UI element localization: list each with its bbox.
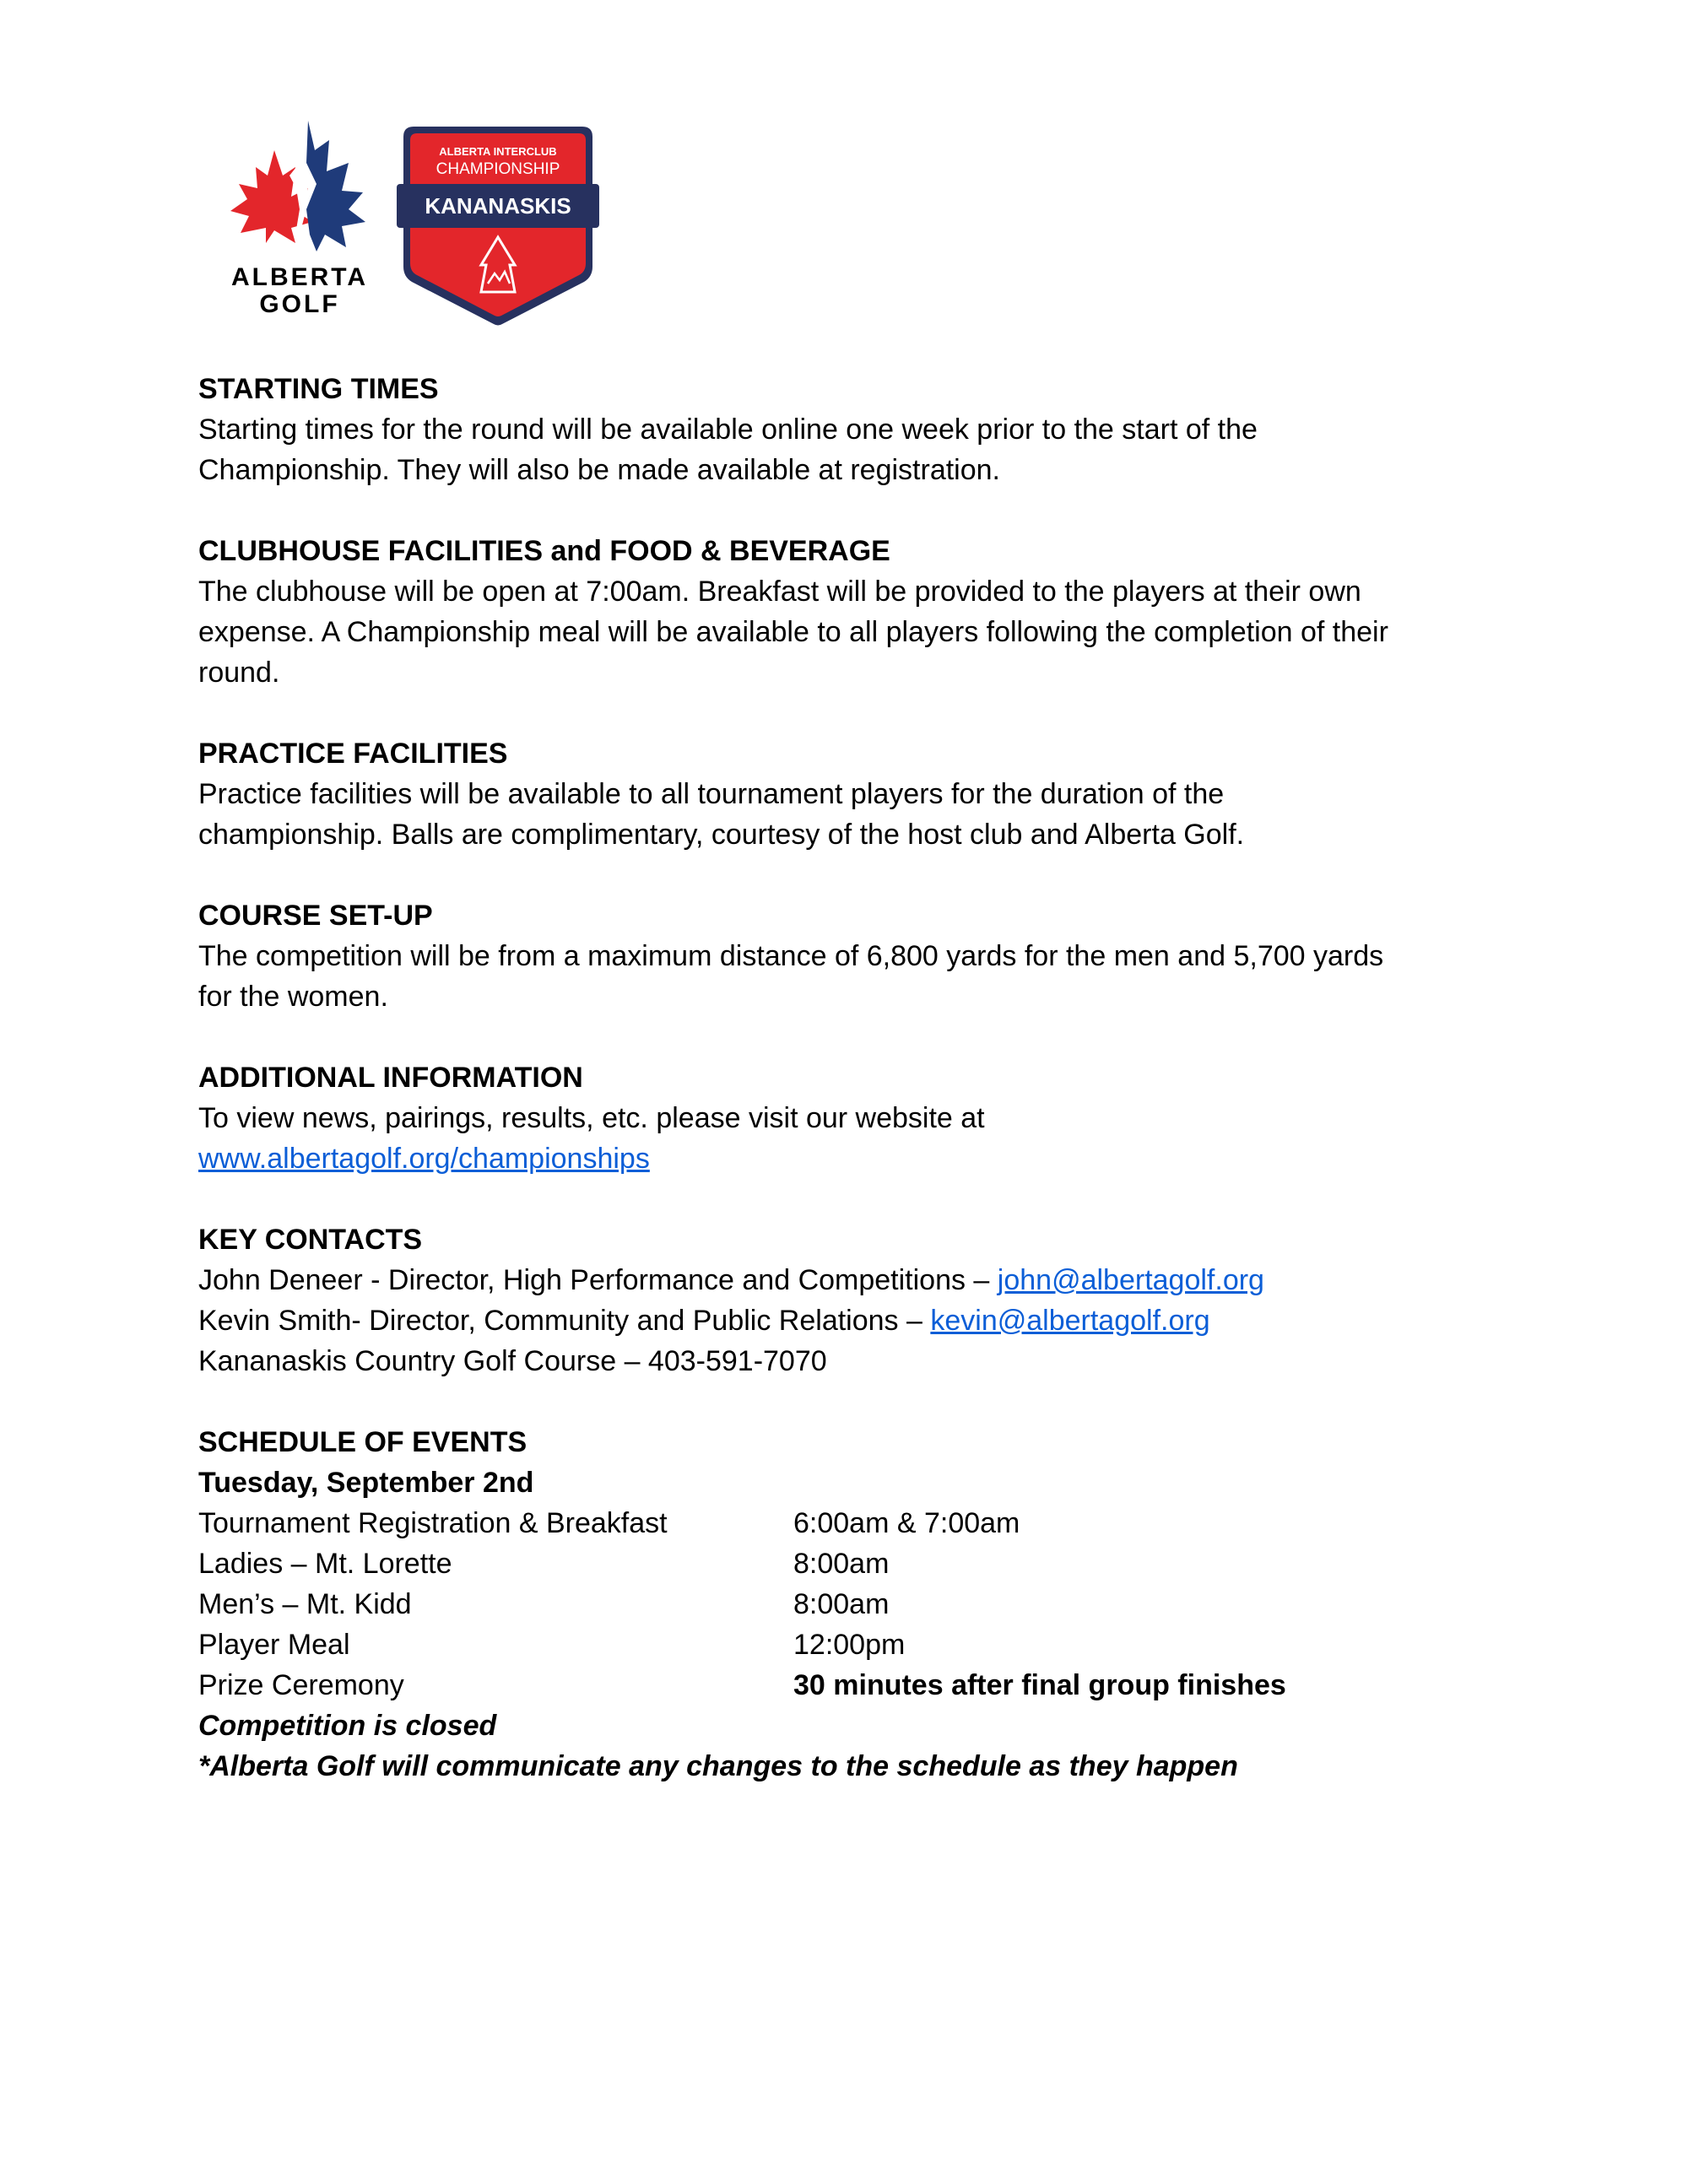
paragraph-line: expense. A Championship meal will be available to all players following the completion of their	[198, 616, 1388, 648]
header-logos	[215, 116, 603, 336]
contact-kevin	[198, 1300, 1515, 1341]
schedule-event: Ladies – Mt. Lorette	[198, 1548, 452, 1580]
contact-text: Kevin Smith- Director, Community and Public Relations –	[198, 1305, 931, 1337]
kevin-email-link[interactable]: kevin@albertagolf.org	[930, 1305, 1210, 1337]
schedule-time: 6:00am & 7:00am	[793, 1507, 1020, 1539]
schedule-row	[198, 1665, 1515, 1706]
badge-mid-text: CHAMPIONSHIP	[436, 160, 560, 178]
badge-top-text: ALBERTA INTERCLUB	[439, 145, 557, 158]
paragraph-line: To view news, pairings, results, etc. please visit our website at	[198, 1102, 985, 1134]
badge-band-text: KANANASKIS	[425, 193, 571, 219]
contact-course: Kananaskis Country Golf Course – 403-591-7070	[198, 1345, 827, 1377]
schedule-event: Men’s – Mt. Kidd	[198, 1588, 412, 1620]
schedule-change-note: *Alberta Golf will communicate any changes to the schedule as they happen	[198, 1750, 1238, 1782]
paragraph-line: for the women.	[198, 981, 388, 1013]
championship-badge-logo	[397, 123, 599, 330]
schedule-row	[198, 1543, 1515, 1584]
schedule-event: Prize Ceremony	[198, 1669, 404, 1701]
paragraph-line: The clubhouse will be open at 7:00am. Breakfast will be provided to the players at their own	[198, 576, 1361, 608]
heading-additional: ADDITIONAL INFORMATION	[198, 1062, 583, 1094]
section-additional	[198, 1057, 1515, 1179]
alberta-golf-logo	[215, 116, 384, 319]
logo-text-line1: ALBERTA	[230, 263, 369, 291]
heading-schedule: SCHEDULE OF EVENTS	[198, 1426, 528, 1458]
schedule-time: 12:00pm	[793, 1629, 906, 1661]
section-practice	[198, 733, 1515, 855]
paragraph-line: round.	[198, 657, 280, 689]
section-schedule	[198, 1422, 1515, 1787]
heading-course: COURSE SET-UP	[198, 900, 433, 932]
schedule-event: Player Meal	[198, 1629, 350, 1661]
paragraph-line: Starting times for the round will be available online one week prior to the start of the	[198, 414, 1258, 446]
website-link[interactable]: www.albertagolf.org/championships	[198, 1143, 650, 1175]
paragraph-line: championship. Balls are complimentary, courtesy of the host club and Alberta Golf.	[198, 819, 1245, 851]
heading-practice: PRACTICE FACILITIES	[198, 738, 508, 770]
schedule-time: 30 minutes after final group finishes	[793, 1669, 1286, 1701]
john-email-link[interactable]: john@albertagolf.org	[997, 1264, 1264, 1296]
link-line	[198, 1138, 1515, 1179]
document-body	[198, 369, 1515, 1827]
schedule-day: Tuesday, September 2nd	[198, 1467, 534, 1499]
heading-contacts: KEY CONTACTS	[198, 1224, 423, 1256]
schedule-row	[198, 1503, 1515, 1543]
maple-leaf-blue-icon	[306, 121, 365, 251]
logo-text-line2: GOLF	[259, 290, 340, 318]
paragraph-line: The competition will be from a maximum distance of 6,800 yards for the men and 5,700 yards	[198, 940, 1384, 972]
schedule-row	[198, 1624, 1515, 1665]
heading-clubhouse: CLUBHOUSE FACILITIES and FOOD & BEVERAGE	[198, 535, 890, 567]
contact-text: John Deneer - Director, High Performance and Competitions –	[198, 1264, 998, 1296]
section-clubhouse	[198, 531, 1515, 693]
schedule-row	[198, 1584, 1515, 1624]
schedule-closed-note: Competition is closed	[198, 1710, 497, 1742]
contact-john	[198, 1260, 1515, 1300]
section-starting-times	[198, 369, 1515, 490]
schedule-time: 8:00am	[793, 1548, 890, 1580]
section-course	[198, 895, 1515, 1017]
heading-starting-times: STARTING TIMES	[198, 373, 439, 405]
paragraph-line: Championship. They will also be made available at registration.	[198, 454, 1000, 486]
schedule-time: 8:00am	[793, 1588, 890, 1620]
schedule-event: Tournament Registration & Breakfast	[198, 1507, 668, 1539]
section-contacts	[198, 1219, 1515, 1381]
paragraph-line: Practice facilities will be available to all tournament players for the duration of the	[198, 778, 1225, 810]
